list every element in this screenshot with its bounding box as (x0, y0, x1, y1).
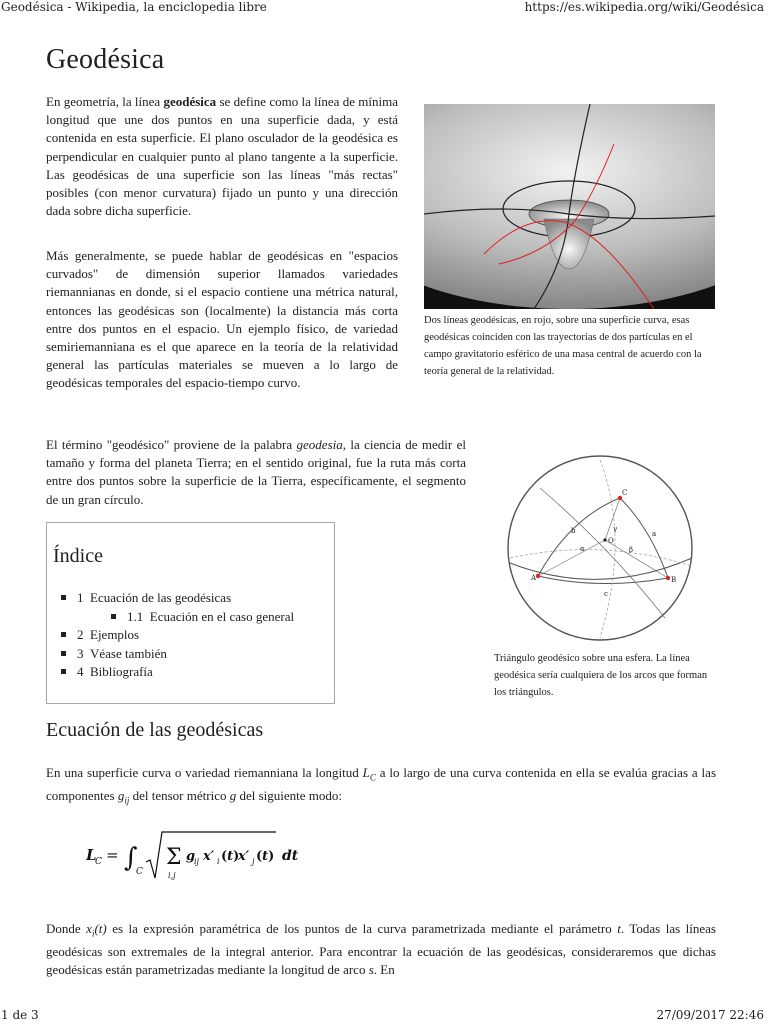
svg-text:C: C (95, 857, 102, 867)
side-label-b: b (571, 527, 576, 535)
section1-paragraph-2: Donde $x_i(t)$ es la expresión paramétrica de los puntos de la curva parametrizada mediante el parámetro t. Todas las líneas geodésicas son extremales de la integral anterior. Para encontrar la ecuación de las geodésicas, consideraremos que dichas geodésicas están parametrizadas mediante la longitud de arco s. En (46, 921, 716, 977)
section-heading-ecuacion: Ecuación de las geodésicas (46, 719, 264, 741)
svg-text:(t): (t) (221, 849, 240, 864)
geodesic-triangle-image (500, 448, 700, 648)
curved-surface-image (424, 104, 715, 309)
svg-text:g: g (186, 849, 196, 864)
section1-paragraph-1: En una superficie curva o variedad riemanniana la longitud $L_C$ a lo largo de una curva contenida en ella se evalúa gracias a las componentes $g_{ij}$ del tensor métrico g del siguiente modo: (46, 765, 717, 806)
paragraph-3: El término "geodésico" proviene de la palabra geodesia, la ciencia de medir el tamaño y forma del planeta Tierra; en el sentido original, fue la ruta más corta entre dos puntos sobre la superficie de la Tierra, específicamente, el segmento de un gran círculo. (46, 437, 466, 507)
toc-item-2[interactable]: 2 Ejemplos (77, 626, 294, 645)
angle-label-beta: β (629, 546, 634, 554)
svg-text:i,j: i,j (168, 871, 176, 880)
figure-geodesic-triangle-caption: Triángulo geodésico sobre una esfera. La línea geodésica sería cualquiera de los arcos que forman los triángulos. (494, 653, 708, 698)
figure-geodesic-triangle[interactable] (500, 448, 700, 648)
side-label-a: a (652, 530, 657, 538)
svg-text:x′: x′ (238, 849, 250, 864)
vertex-label-c: C (622, 489, 628, 497)
svg-text:L: L (86, 846, 97, 864)
formula-image (86, 826, 326, 886)
svg-text:j: j (252, 857, 255, 866)
intro-paragraph: En geometría, la línea geodésica se define como la línea de mínima longitud que une dos puntos en una superficie dada, y está contenida en esta superficie. El plano osculador de la geodésica es perpendicular en cualquier punto al plano tangente a la superficie. Las geodésicas de una superficie son las líneas "más rectas" posibles (con menor curvatura) fijado un punto y una dirección dada sobre dicha superficie. (46, 94, 398, 219)
vertex-label-b: B (671, 576, 677, 584)
side-label-c: c (604, 590, 608, 598)
figure-curved-surface-caption: Dos líneas geodésicas, en rojo, sobre una superficie curva, esas geodésicas coinciden con las trayectorias de dos partículas en el campo gravitatorio esférico de una masa central de acuerdo con la teoría general de la relatividad. (424, 315, 702, 377)
toc-item-1[interactable]: 1 Ecuación de las geodésicas (77, 589, 294, 608)
print-footer-timestamp: 27/09/2017 22:46 (656, 1008, 764, 1022)
table-of-contents (46, 522, 335, 704)
svg-text:C: C (136, 867, 143, 877)
svg-text:i: i (217, 857, 220, 866)
vertex-label-a: A (531, 574, 537, 582)
svg-text:∫: ∫ (124, 843, 138, 873)
formula-arc-length (86, 826, 326, 886)
print-header-url[interactable]: https://es.wikipedia.org/wiki/Geodésica (524, 0, 764, 14)
toc-item-4[interactable]: 4 Bibliografía (77, 663, 294, 682)
center-label-o: O (608, 537, 614, 545)
svg-text:(t): (t) (256, 849, 275, 864)
toc-item-1-1[interactable]: 1.1 Ecuación en el caso general (77, 608, 294, 627)
page-title: Geodésica (46, 44, 165, 75)
svg-text:dt: dt (282, 848, 299, 864)
angle-label-alpha: α (580, 545, 585, 553)
toc-list (77, 589, 294, 682)
print-header-title: Geodésica - Wikipedia, la enciclopedia libre (1, 0, 267, 14)
print-footer-page: 1 de 3 (1, 1008, 39, 1022)
svg-text:ij: ij (194, 857, 200, 866)
angle-label-gamma: γ (613, 525, 618, 533)
svg-text:x′: x′ (203, 849, 215, 864)
svg-text:=: = (106, 846, 119, 864)
toc-item-3[interactable]: 3 Véase también (77, 645, 294, 664)
svg-text:Σ: Σ (166, 845, 182, 870)
figure-curved-surface[interactable] (424, 104, 715, 309)
toc-title: Índice (53, 545, 103, 567)
paragraph-2: Más generalmente, se puede hablar de geodésicas en "espacios curvados" de dimensión superior llamados variedades riemannianas en donde, si el espacio contiene una métrica natural, entonces las geodésicas son (localmente) la distancia más corta entre dos puntos en el espacio. Un ejemplo físico, de variedad semiriemanniana es el que aparece en la teoría de la relatividad general las partículas materiales se mueven a lo largo de geodésicas temporales del espacio-tiempo curvo. (46, 248, 398, 391)
